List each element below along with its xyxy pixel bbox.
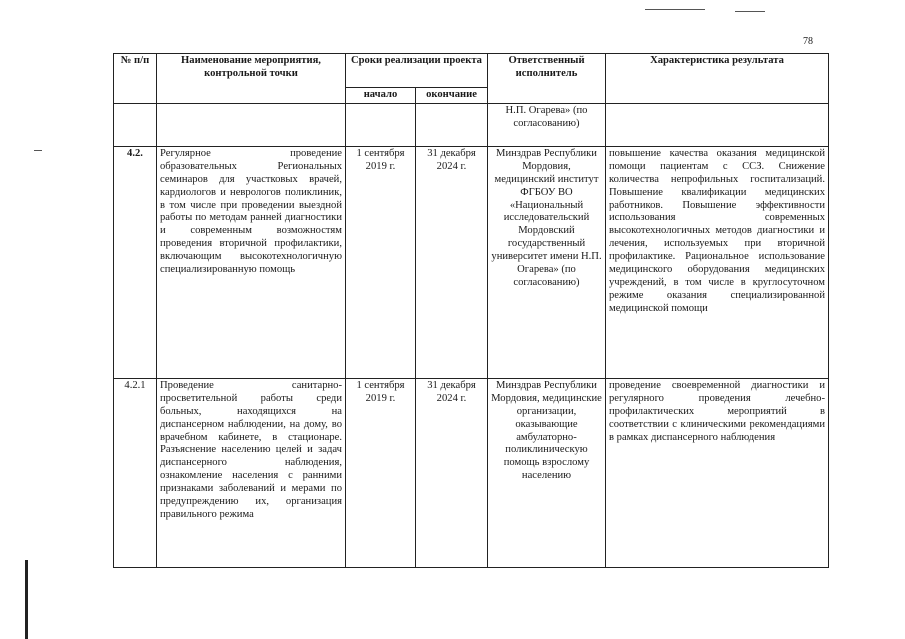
header-result: Характеристика результата	[606, 54, 829, 104]
row-responsible: Н.П. Огарева» (по согласованию)	[488, 103, 606, 146]
row-num	[114, 103, 157, 146]
table-row	[114, 103, 829, 146]
scan-edge-left	[25, 560, 28, 639]
header-num: № п/п	[114, 54, 157, 104]
row-result: повышение качества оказания медицинской помощи пациентам с ССЗ. Снижение количества непрофильных госпитализаций. Повышение квалификации медицинских работников. Повышение эффективности использования современных высокотехнологичных методов диагностики и лечения, используемых при вторичной профилактике. Рациональное использование медицинского оборудования медицинских учреждений, в том числе в круглосуточном режиме оказания специализированной медицинской помощи	[606, 146, 829, 378]
page-number: 78	[803, 36, 813, 47]
row-result: проведение своевременной диагностики и регулярного проведения лечебно-профилактических мероприятий в соответствии с клиническими рекомендациями в рамках диспансерного наблюдения	[606, 378, 829, 567]
row-end: 31 декабря 2024 г.	[416, 378, 488, 567]
row-start: 1 сентября 2019 г.	[346, 378, 416, 567]
row-end: 31 декабря 2024 г.	[416, 146, 488, 378]
row-result	[606, 103, 829, 146]
scan-mark-top-2	[735, 11, 765, 12]
row-name: Регулярное проведение образовательных Региональных семинаров для участковых врачей, кардиологов и неврологов поликлиник, в том числе при проведении выездной работы по методам ранней диагностики и современным возможностям проведения вторичной профилактики, включающим высокотехнологичную специализированную помощь	[157, 146, 346, 378]
row-name: Проведение санитарно-просветительной работы среди больных, находящихся на диспансерном наблюдении, на дому, во врачебном кабинете, в стационаре. Разъяснение населению целей и задач диспансерного наблюдения, ознакомление населения с ранними признаками заболеваний и мерами по предупреждению их, организация правильного режима	[157, 378, 346, 567]
header-end: окончание	[416, 88, 488, 104]
row-name	[157, 103, 346, 146]
table-row	[114, 146, 829, 378]
row-start: 1 сентября 2019 г.	[346, 146, 416, 378]
row-responsible: Минздрав Республики Мордовия, медицинские организации, оказывающие амбулаторно-поликлиническую помощь взрослому населению	[488, 378, 606, 567]
row-num: 4.2.	[114, 146, 157, 378]
header-responsible: Ответственный исполнитель	[488, 54, 606, 104]
row-end	[416, 103, 488, 146]
activity-table	[113, 53, 829, 568]
row-num: 4.2.1	[114, 378, 157, 567]
scan-mark-left	[34, 150, 42, 151]
row-responsible: Минздрав Республики Мордовия, медицинский институт ФГБОУ ВО «Национальный исследовательский Мордовский государственный университет имени Н.П. Огарева» (по согласованию)	[488, 146, 606, 378]
scan-mark-top	[645, 9, 705, 10]
header-name: Наименование мероприятия, контрольной точки	[157, 54, 346, 104]
table-row	[114, 378, 829, 567]
header-start: начало	[346, 88, 416, 104]
header-deadlines: Сроки реализации проекта	[346, 54, 488, 88]
row-start	[346, 103, 416, 146]
